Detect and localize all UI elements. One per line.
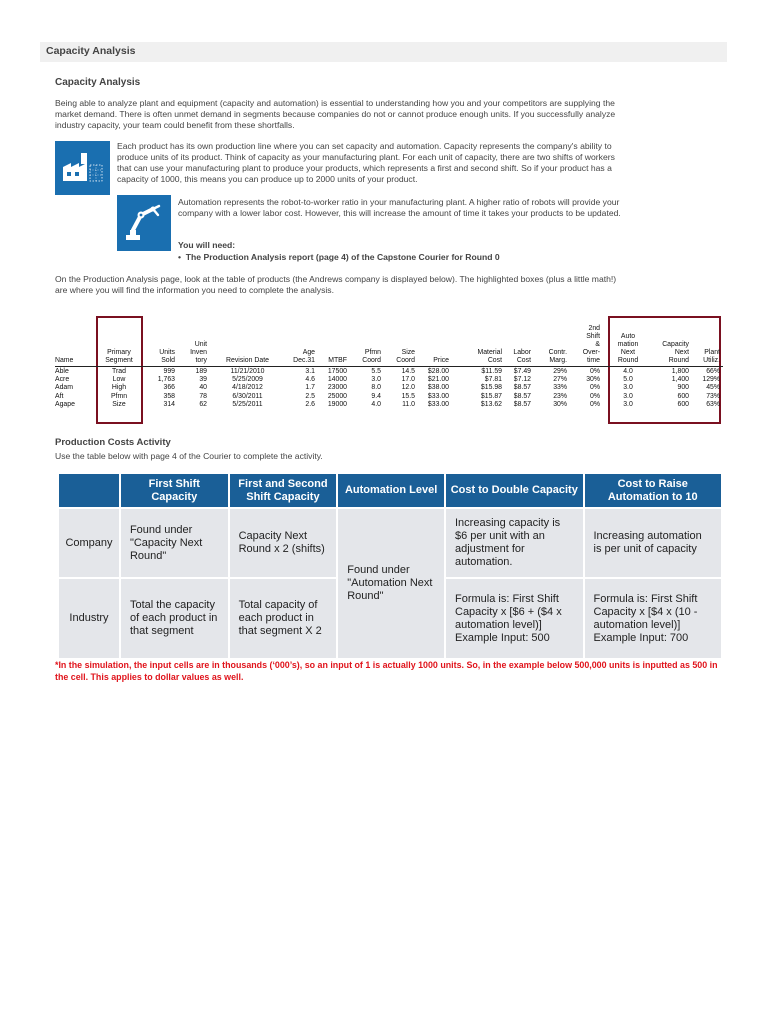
- cell-age: 1.7: [305, 384, 315, 392]
- industry-first-shift: Total the capacity of each product in that segment: [120, 578, 229, 659]
- header-automation: mation: [617, 341, 639, 348]
- header-units-sold: Sold: [161, 357, 175, 364]
- header-capacity: Capacity: [662, 341, 689, 348]
- cell-pfmn: 3.0: [371, 376, 381, 384]
- cell-automation: 3.0: [623, 392, 633, 400]
- header-labor: Labor: [513, 349, 531, 356]
- cell-labor: $7.12: [513, 376, 531, 384]
- cell-utilization: 73%: [706, 392, 720, 400]
- cell-age: 4.6: [305, 376, 315, 384]
- cell-inventory: 78: [199, 392, 207, 400]
- cell-labor: $8.57: [513, 384, 531, 392]
- cell-utilization: 63%: [706, 400, 720, 408]
- col-two-shifts: First and Second Shift Capacity: [229, 473, 338, 508]
- header-size: Coord: [396, 357, 415, 364]
- capacity-line: that can use your manufacturing plant to produce your products, which represents a first and second shift. So if your product has a: [117, 163, 612, 173]
- cell-units-sold: 358: [163, 392, 175, 400]
- you-will-need-label: You will need:: [178, 240, 236, 250]
- header-units-sold: Units: [159, 349, 175, 356]
- header-inventory: tory: [195, 357, 207, 364]
- header-mtbf: MTBF: [328, 357, 347, 364]
- cell-inventory: 62: [199, 400, 207, 408]
- header-inventory: Inven: [190, 349, 207, 356]
- cell-mtbf: 25000: [327, 392, 347, 400]
- cell-pfmn: 4.0: [371, 400, 381, 408]
- header-margin: Contr.: [548, 349, 567, 356]
- capacity-line: Each product has its own production line where you can set capacity and automation. Capacity represents the company's ability to: [117, 141, 612, 151]
- cell-margin: 33%: [553, 384, 567, 392]
- cell-overtime: 0%: [590, 392, 600, 400]
- cell-segment: Low: [112, 376, 126, 384]
- header-segment: Primary: [107, 349, 131, 356]
- intro-line: market demand. There is often unmet demand in segments because companies do not or cannot produce enough units. If you successfully analyze: [55, 109, 616, 119]
- cell-capacity: 1,400: [671, 376, 689, 384]
- cell-labor: $8.57: [513, 392, 531, 400]
- company-two-shifts: Capacity Next Round x 2 (shifts): [229, 508, 338, 578]
- cell-pfmn: 9.4: [371, 392, 381, 400]
- cell-name: Adam: [55, 384, 74, 392]
- cell-pfmn: 8.0: [371, 384, 381, 392]
- company-double-capacity: Increasing capacity is $6 per unit with an adjustment for automation.: [445, 508, 584, 578]
- cell-revision: 11/21/2010: [230, 368, 265, 375]
- header-automation: Auto: [620, 333, 636, 340]
- cell-size: 11.0: [402, 400, 415, 408]
- cell-price: $33.00: [427, 400, 449, 408]
- header-utilization: Utiliz.: [703, 357, 720, 364]
- cell-material: $11.59: [481, 368, 502, 375]
- header-name: Name: [55, 357, 74, 364]
- header-revision: Revision Date: [226, 357, 269, 364]
- section-header-bar: [40, 42, 727, 62]
- header-size: Size: [401, 349, 415, 356]
- cell-utilization: 129%: [702, 376, 720, 384]
- production-page-line: are where you will find the information you need to complete the analysis.: [55, 285, 334, 295]
- activity-title: Production Costs Activity: [55, 437, 171, 448]
- cell-size: 17.0: [401, 376, 415, 384]
- automation-line: Automation represents the robot-to-worker ratio in your manufacturing plant. A higher ratio of robots will provide your: [178, 197, 620, 207]
- cell-units-sold: 1,763: [157, 376, 175, 384]
- cell-mtbf: 14000: [327, 376, 347, 384]
- col-double-capacity: Cost to Double Capacity: [445, 473, 584, 508]
- production-page-line: On the Production Analysis page, look at the table of products (the Andrews company is displayed below). The highlighted boxes (plus a little math!): [55, 274, 617, 284]
- cell-units-sold: 999: [163, 368, 175, 375]
- thousands-note: *In the simulation, the input cells are in thousands (‘000’s), so an input of 1 is actually 1000 units. So, in the example below 500,000 units is inputted as 500 in the cell. This applies to dollar values as well.: [55, 660, 718, 682]
- cell-labor: $7.49: [513, 368, 531, 375]
- header-pfmn: Pfmn: [364, 349, 381, 356]
- cell-mtbf: 19000: [327, 400, 347, 408]
- cell-revision: 5/25/2009: [232, 376, 263, 384]
- need-list-item: [178, 252, 500, 263]
- industry-two-shifts: Total capacity of each product in that segment X 2: [229, 578, 338, 659]
- cell-automation: 3.0: [623, 384, 633, 392]
- cell-mtbf: 17500: [327, 368, 347, 375]
- cell-margin: 23%: [553, 392, 567, 400]
- cell-inventory: 39: [199, 376, 207, 384]
- cell-segment: Pfmn: [110, 392, 128, 400]
- company-first-shift: Found under "Capacity Next Round": [120, 508, 229, 578]
- cell-revision: 5/25/2011: [232, 400, 263, 408]
- page-title: Capacity Analysis: [55, 77, 141, 88]
- need-item-text: The Production Analysis report (page 4) of the Capstone Courier for Round 0: [185, 252, 500, 262]
- cell-price: $33.00: [427, 392, 449, 400]
- cell-material: $15.98: [480, 384, 502, 392]
- cell-age: 3.1: [305, 368, 315, 375]
- cell-revision: 4/18/2012: [232, 384, 263, 392]
- cell-overtime: 0%: [590, 384, 600, 392]
- header-labor: Cost: [516, 357, 531, 364]
- intro-line: Being able to analyze plant and equipment (capacity and automation) is essential to understanding how you and your competitors are supplying the: [55, 98, 615, 108]
- intro-paragraph: [55, 98, 727, 131]
- header-overtime: time: [586, 357, 600, 364]
- section-header-title: Capacity Analysis: [46, 45, 136, 57]
- cell-mtbf: 23000: [327, 384, 347, 392]
- cost-table-header-row: [58, 473, 722, 508]
- cell-segment: High: [111, 384, 127, 392]
- capacity-paragraph: [117, 141, 727, 185]
- row-label-industry: Industry: [58, 578, 120, 659]
- header-automation: Round: [617, 357, 639, 364]
- robot-arm-icon: [117, 195, 171, 251]
- col-automation-level: Automation Level: [337, 473, 445, 508]
- header-inventory: Unit: [194, 341, 207, 348]
- cell-material: $7.81: [484, 376, 502, 384]
- cell-price: $28.00: [427, 368, 449, 375]
- cell-utilization: 45%: [706, 384, 720, 392]
- cell-price: $38.00: [427, 384, 449, 392]
- header-automation: Next: [620, 349, 636, 356]
- header-overtime: Over-: [582, 349, 600, 356]
- header-segment: Segment: [105, 357, 133, 364]
- cell-material: $15.87: [480, 392, 502, 400]
- factory-icon: [55, 141, 110, 195]
- header-material: Material: [477, 349, 502, 356]
- cell-name: Acre: [55, 376, 70, 384]
- capacity-line: capacity of 1000, this means you can produce up to 2000 units of your product.: [117, 174, 418, 184]
- cell-automation: 5.0: [623, 376, 633, 384]
- cell-automation: 4.0: [623, 368, 633, 375]
- header-divider: [55, 366, 723, 367]
- production-costs-table: [57, 472, 723, 660]
- header-age: Age: [302, 349, 315, 356]
- cell-automation: 3.0: [623, 400, 633, 408]
- cell-size: 15.5: [401, 392, 415, 400]
- cell-age: 2.5: [305, 392, 315, 400]
- header-pfmn: Coord: [362, 357, 381, 364]
- cell-pfmn: 5.5: [371, 368, 381, 375]
- header-price: Price: [433, 357, 449, 364]
- production-analysis-table: [55, 316, 723, 424]
- col-first-shift: First Shift Capacity: [120, 473, 229, 508]
- cell-size: 12.0: [401, 384, 415, 392]
- cell-price: $21.00: [427, 376, 449, 384]
- cell-margin: 27%: [553, 376, 567, 384]
- header-overtime: 2nd: [588, 325, 600, 332]
- automation-paragraph: [178, 197, 727, 219]
- cell-segment: Size: [112, 400, 126, 408]
- cell-name: Aft: [55, 392, 64, 400]
- capacity-line: produce units of its product. Think of capacity as your manufacturing plant. For each unit of capacity, there are two shifts of workers: [117, 152, 615, 162]
- industry-double-capacity: Formula is: First Shift Capacity x [$6 + ($4 x automation level)] Example Input: 500: [445, 578, 584, 659]
- col-raise-automation: Cost to Raise Automation to 10: [584, 473, 723, 508]
- bullet-icon: •: [178, 252, 186, 262]
- automation-line: company with a lower labor cost. However, this will increase the amount of time it takes your products to be updated.: [178, 208, 621, 218]
- cell-capacity: 1,800: [671, 368, 689, 375]
- cell-units-sold: 366: [163, 384, 175, 392]
- automation-level-cell: Found under "Automation Next Round": [337, 508, 445, 659]
- company-row: [58, 508, 722, 578]
- cell-overtime: 0%: [590, 400, 600, 408]
- industry-raise-automation: Formula is: First Shift Capacity x [$4 x (10 - automation level)] Example Input: 700: [584, 578, 723, 659]
- activity-subtitle: Use the table below with page 4 of the Courier to complete the activity.: [55, 451, 323, 461]
- cell-age: 2.6: [305, 400, 315, 408]
- header-capacity: Next: [674, 349, 689, 356]
- cell-utilization: 66%: [706, 368, 720, 375]
- cell-overtime: 30%: [586, 376, 600, 384]
- cell-segment: Trad: [112, 368, 126, 375]
- cell-inventory: 40: [199, 384, 207, 392]
- row-label-company: Company: [58, 508, 120, 578]
- cell-capacity: 900: [677, 384, 689, 392]
- cell-labor: $8.57: [513, 400, 531, 408]
- cell-inventory: 189: [195, 368, 207, 375]
- cell-name: Able: [55, 368, 69, 375]
- cell-material: $13.62: [480, 400, 502, 408]
- cell-revision: 6/30/2011: [232, 392, 263, 400]
- cell-units-sold: 314: [163, 400, 175, 408]
- cell-margin: 29%: [553, 368, 567, 375]
- header-overtime: &: [595, 341, 600, 348]
- cell-name: Agape: [55, 400, 75, 408]
- header-material: Cost: [487, 357, 502, 364]
- cell-capacity: 600: [677, 400, 689, 408]
- header-age: Dec.31: [293, 357, 315, 364]
- cell-capacity: 600: [677, 392, 689, 400]
- header-utilization: Plant: [704, 349, 720, 356]
- header-margin: Marg.: [549, 357, 567, 364]
- header-capacity: Round: [668, 357, 689, 364]
- cell-overtime: 0%: [590, 368, 600, 375]
- intro-line: industry capacity, your team could benefit from these shortfalls.: [55, 120, 295, 130]
- header-overtime: Shift: [586, 333, 600, 340]
- production-page-paragraph: [55, 274, 727, 296]
- corner-cell: [58, 473, 120, 508]
- cell-size: 14.5: [401, 368, 415, 375]
- cell-margin: 30%: [553, 400, 567, 408]
- company-raise-automation: Increasing automation is per unit of capacity: [584, 508, 723, 578]
